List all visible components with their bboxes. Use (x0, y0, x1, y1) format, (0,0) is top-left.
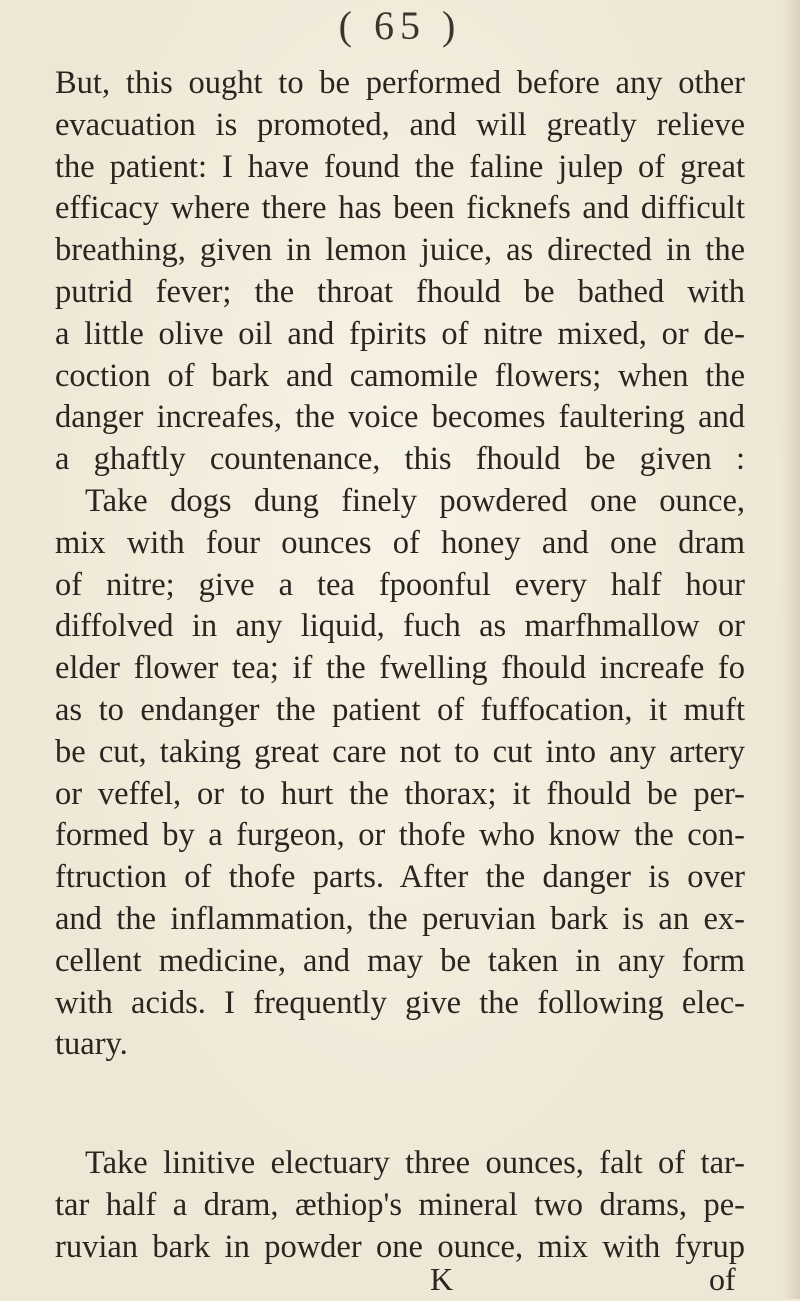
text-line: breathing, given in lemon juice, as directed in the (55, 232, 745, 269)
text-line: Take dogs dung finely powdered one ounce, (85, 483, 745, 519)
page-edge-shadow (782, 0, 800, 1299)
text-line: cellent medicine, and may be taken in any form (55, 942, 745, 979)
text-line: and the inflammation, the peruvian bark is an ex- (55, 900, 745, 937)
page-footer (0, 1261, 800, 1301)
text-line: mix with four ounces of honey and one dram (55, 524, 745, 561)
text-line: But, this ought to be performed before any other (55, 65, 745, 101)
text-line: as to endanger the patient of fuffocation, it muft (55, 691, 745, 728)
text-line: elder flower tea; if the fwelling fhould increafe fo (55, 650, 745, 687)
catchword: of (709, 1261, 736, 1297)
text-line: a ghaftly countenance, this fhould be given : (55, 441, 745, 478)
text-line: ruvian bark in powder one ounce, mix with fyrup (55, 1228, 745, 1265)
text-line: diffolved in any liquid, fuch as marfhmallow or (55, 608, 745, 645)
text-line: coction of bark and camomile flowers; when the (55, 357, 745, 394)
text-line: formed by a furgeon, or thofe who know the con- (55, 817, 745, 854)
text-line: or veffel, or to hurt the thorax; it fhould be per- (55, 775, 745, 812)
text-line: a little olive oil and fpirits of nitre mixed, or de- (55, 315, 745, 352)
text-line: of nitre; give a tea fpoonful every half hour (55, 566, 745, 603)
text-line: evacuation is promoted, and will greatly relieve (55, 106, 745, 143)
text-line: danger increafes, the voice becomes faultering and (55, 399, 745, 436)
text-line: Take linitive electuary three ounces, falt of tar- (85, 1145, 745, 1181)
text-line: putrid fever; the throat fhould be bathed with (55, 273, 745, 310)
text-line: tuary. (55, 1026, 128, 1063)
text-line: with acids. I frequently give the following elec- (55, 984, 745, 1021)
paragraph-2 (55, 481, 745, 1066)
page-number: ( 65 ) (338, 3, 462, 48)
text-line: tar half a dram, æthiop's mineral two drams, pe- (55, 1186, 745, 1223)
paragraph-1 (55, 63, 745, 481)
text-line: be cut, taking great care not to cut into any artery (55, 733, 745, 770)
text-line: efficacy where there has been ficknefs and difficult (55, 190, 745, 227)
signature-mark: K (430, 1261, 454, 1297)
paragraph-3 (55, 1143, 745, 1268)
text-line: the patient: I have found the faline julep of great (55, 148, 745, 185)
text-line: ftruction of thofe parts. After the danger is over (55, 859, 745, 896)
